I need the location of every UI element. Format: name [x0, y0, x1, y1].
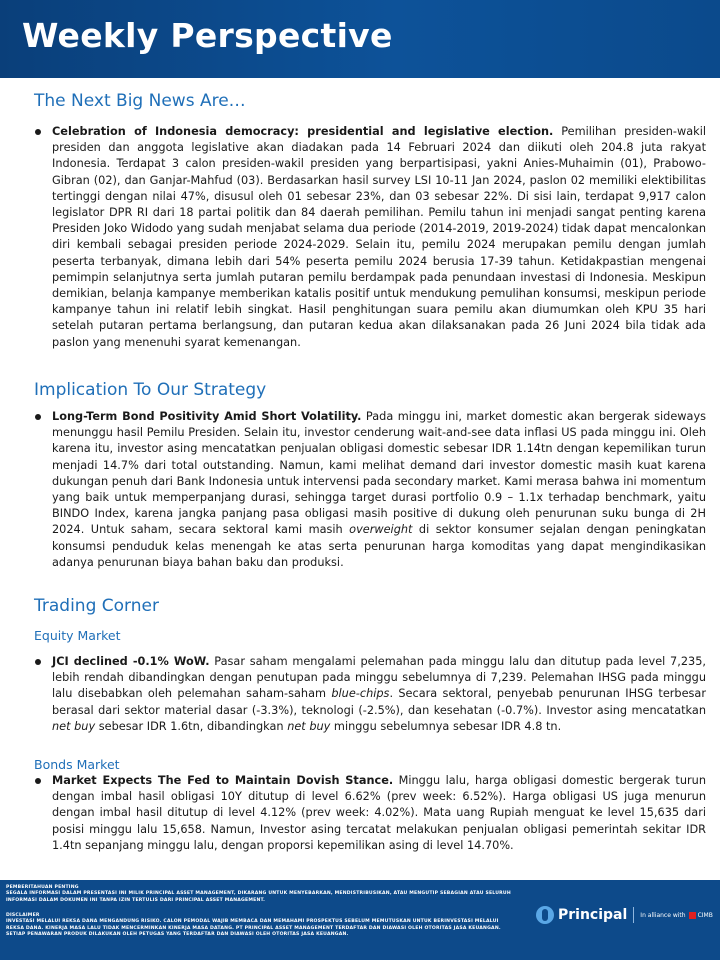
bullet-text: Pemilihan presiden-wakil presiden dan anggota legislative akan diadakan pada 14 Februari 2024 dan diikuti oleh 204.8 juta rakyat Indonesia. Terdapat 3 calon presiden-wakil presiden yang berpartisipasi, yakni Anies-Muhaimin (01), Prabowo-Gibran (02), dan Ganjar-Mahfud (03). Berdasarkan hasil survey LSI 10-11 Jan 2024, paslon 02 memiliki elektibilitas tertinggi dengan nilai 47%, disusul oleh 01 sebesar 23%, dan 03 sebesar 22%. Di sisi lain, terdapat 9,917 calon legislator DPR RI dari 18 partai politik dan 84 daerah pemilihan. Pemilu tahun ini menjadi sangat penting karena Presiden Joko Widodo yang sudah menjabat selama dua periode (2014-2019, 2019-2024) tidak dapat mencalonkan diri kembali sebagai presiden periode 2024-2029. Selain itu, pemilu 2024 merupakan pemilu dengan jumlah peserta terbanyak, dimana lebih dari 54% peserta pemilu 2024 berusia 17-39 tahun. Ketidakpastian mengenai pemimpin selanjutnya serta jumlah putaran pemilu berdampak pada penundaan investasi di Indonesia. Meskipun demikian, belanja kampanye memberikan katalis positif untuk mendukung pemulihan konsumsi, meskipun periode kampanye tahun ini relatif lebih singkat. Hasil penghitungan suara pemilu akan diumumkan oleh KPU 35 hari setelah putaran pertama berlangsung, dan putaran kedua akan dilaksanakan pada 26 Juni 2024 bila tidak ada paslon yang menenuhi syarat kemenangan.: [52, 125, 706, 349]
bullet-dot: [35, 659, 41, 665]
important-notice: [6, 885, 516, 904]
bullet-lead: Market Expects The Fed to Maintain Dovish Stance.: [52, 774, 394, 787]
disclaimer: [6, 913, 516, 939]
subsection-bonds-market: Bonds Market: [34, 757, 120, 772]
page-title: Weekly Perspective: [22, 16, 393, 55]
bullet-text: di sektor konsumer sejalan dengan peningkatan konsumsi penduduk kelas menengah ke atas serta penurunan harga komoditas yang dapat mengindikasikan adanya penurunan biaya bahan baku dan produksi.: [52, 523, 706, 569]
bullet-text: Minggu lalu, harga obligasi domestic bergerak turun dengan imbal hasil obligasi 10Y ditutup di level 6.62% (prev week: 6.52%). Harga obligasi US juga menurun dengan imbal hasil ditutup di level 4.12% (prev week: 4.02%). Mata uang Rupiah menguat ke level 15,635 dari posisi minggu lalu 15,658. Namun, Investor asing tercatat melakukan penjualan obligasi pemerintah sekitar IDR 1.4tn sepanjang minggu lalu, dengan proporsi kepemilikan asing di level 14.70%.: [52, 774, 706, 852]
bullet-lead: Long-Term Bond Positivity Amid Short Volatility.: [52, 410, 362, 423]
bullet-bonds: [0, 773, 720, 854]
bullet-election: [0, 124, 720, 351]
bullet-text: Pasar saham mengalami pelemahan pada minggu lalu dan ditutup pada level 7,235, lebih rendah dibandingkan dengan penutupan pada minggu sebelumnya di 7,239. Pelemahan IHSG pada minggu lalu disebabkan oleh pelemahan saham-saham: [52, 655, 706, 701]
bullet-lead: Celebration of Indonesia democracy: presidential and legislative election.: [52, 125, 554, 138]
bullet-dot: [35, 778, 41, 784]
section-title-next-big-news: The Next Big News Are…: [34, 91, 246, 111]
bullet-italic: net buy: [52, 719, 96, 733]
section-title-trading-corner: Trading Corner: [34, 596, 159, 616]
principal-logo-icon: [536, 906, 554, 924]
bullet-lead: JCI declined -0.1% WoW.: [52, 655, 210, 668]
bullet-jci: [0, 654, 720, 735]
bullet-text: . Secara sektoral, penyebab penurunan IHSG terbesar berasal dari sektor material dasar (-3.3%), teknologi (-2.5%), dan kesehatan (-0.7%). Investor asing mencatatkan: [52, 687, 706, 717]
subsection-equity-market: Equity Market: [34, 628, 121, 643]
bullet-bond-positivity: [0, 409, 720, 571]
page-header: [0, 0, 720, 78]
notice-text: SEGALA INFORMASI DALAM PRESENTASI INI MILIK PRINCIPAL ASSET MANAGEMENT, DIKARANG UNTUK MENYEBARKAN, MENDISTRIBUSIKAN, ATAU MENGUTIP SEBAGIAN ATAU SELURUH INFORMASI DALAM DOKUMEN INI TANPA IZIN TERTULIS DARI PRINCIPAL ASSET MANAGEMENT.: [6, 891, 511, 903]
alliance-text: [640, 912, 713, 919]
bullet-italic: overweight: [349, 523, 413, 537]
disclaimer-text: INVESTASI MELALUI REKSA DANA MENGANDUNG RISIKO. CALON PEMODAL WAJIB MEMBACA DAN MEMAHAMI PROSPEKTUS SEBELUM MEMUTUSKAN UNTUK BERINVESTASI MELALUI REKSA DANA. KINERJA MASA LALU TIDAK MENCERMINKAN KINERJA MASA DATANG. PT PRINCIPAL ASSET MANAGEMENT TERDAFTAR DAN DIAWASI OLEH OTORITAS JASA KEUANGAN. SETIAP PENAWARAN PRODUK DILAKUKAN OLEH PETUGAS YANG TERDAFTAR DAN DIAWASI OLEH OTORITAS JASA KEUANGAN.: [6, 919, 501, 938]
section-title-implication: Implication To Our Strategy: [34, 380, 267, 400]
bullet-italic: net buy: [287, 719, 331, 733]
brand-name: Principal: [558, 907, 628, 923]
bullet-text: Pada minggu ini, market domestic akan bergerak sideways menunggu hasil Pemilu Presiden. Selain itu, investor cenderung wait-and-see data inflasi US pada minggu ini. Oleh karena itu, investor asing mencatatkan penjualan obligasi domestic sebesar IDR 1.14tn dengan kepemilikan turun menjadi 14.7% dari total outstanding. Namun, kami melihat demand dari investor domestic masih kuat karena dukungan penuh dari Bank Indonesia untuk intervensi pada secondary market. Kami merasa bahwa ini momentum yang baik untuk memperpanjang durasi, sehingga target durasi portfolio 0.9 – 1.1x terhadap benchmark, yaitu BINDO Index, karena jangka panjang pasa obligasi masih positive di dukung oleh penurunan suku bunga di 2H 2024. Untuk saham, secara sektoral kami masih: [52, 410, 707, 537]
logo-divider: [633, 907, 634, 923]
disclaimer-title: DISCLAIMER: [6, 913, 40, 918]
alliance-label: In alliance with: [640, 911, 686, 919]
bullet-text: minggu sebelumnya sebesar IDR 4.8 tn.: [330, 719, 562, 733]
partner-name: CIMB: [697, 911, 713, 919]
bullet-dot: [35, 129, 41, 135]
bullet-italic: blue-chips: [331, 687, 390, 701]
bullet-dot: [35, 414, 41, 420]
cimb-icon: [689, 912, 696, 919]
bullet-text: sebesar IDR 1.6tn, dibandingkan: [95, 719, 288, 733]
principal-logo: [536, 906, 713, 924]
notice-title: PEMBERITAHUAN PENTING: [6, 885, 79, 890]
